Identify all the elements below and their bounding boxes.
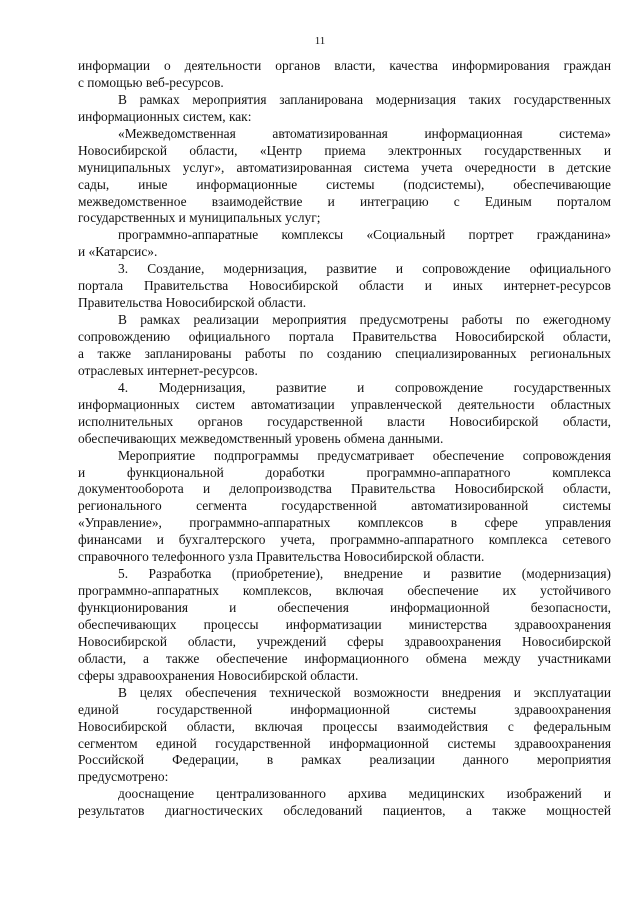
text-line: информационных систем, как: <box>78 108 252 124</box>
text-line: единой государственной информационной системы здравоохранения <box>78 701 611 717</box>
text-line: обеспечивающих межведомственный уровень обмена данными. <box>78 430 444 446</box>
text-line: сады, иные информационные системы (подсистемы), обеспечивающие <box>78 176 611 192</box>
text-line: межведомственное взаимодействие и интеграцию с Единым порталом <box>78 193 611 209</box>
text-line: «Управление», программно-аппаратных комплексов в сфере управления <box>78 515 611 531</box>
text-line: «Межведомственная автоматизированная информационная система» <box>118 125 611 141</box>
text-line: сегментом единой государственной информационной системы здравоохранения <box>78 735 611 751</box>
text-line: обеспечивающих процессы информатизации министерства здравоохранения <box>78 616 611 632</box>
text-line: 4. Модернизация, развитие и сопровождение государственных <box>118 379 611 395</box>
text-line: Правительства Новосибирской области. <box>78 295 307 311</box>
text-line: 5. Разработка (приобретение), внедрение и развитие (модернизация) <box>118 566 611 582</box>
text-line: с помощью веб-ресурсов. <box>78 74 224 90</box>
text-line: Новосибирской области, «Центр приема электронных государственных и <box>78 142 611 158</box>
page-number: 11 <box>314 35 326 47</box>
text-line: государственных и муниципальных услуг; <box>78 210 321 226</box>
text-line: Новосибирской области, учреждений сферы здравоохранения Новосибирской <box>78 633 611 649</box>
text-line: дооснащение централизованного архива медицинских изображений и <box>118 786 611 802</box>
text-line: результатов диагностических обследований пациентов, а также мощностей <box>78 803 611 819</box>
text-line: регионального сегмента государственной автоматизированной системы <box>78 498 611 514</box>
text-line: портала Правительства Новосибирской области и иных интернет-ресурсов <box>78 278 611 294</box>
text-line: информационных систем автоматизации управленческой деятельности областных <box>78 396 611 412</box>
text-line: финансами и бухгалтерского учета, программно-аппаратного комплекса сетевого <box>78 532 611 548</box>
document-body <box>78 58 611 820</box>
text-line: программно-аппаратные комплексы «Социальный портрет гражданина» <box>118 227 611 243</box>
text-line: В рамках мероприятия запланирована модернизация таких государственных <box>118 91 611 107</box>
text-line: Новосибирской области, включая процессы взаимодействия с федеральным <box>78 718 611 734</box>
text-line: информации о деятельности органов власти, качества информирования граждан <box>78 58 611 73</box>
text-line: справочного телефонного узла Правительства Новосибирской области. <box>78 549 485 565</box>
text-line: муниципальных услуг», автоматизированная система учета очередности в детские <box>78 159 611 175</box>
text-line: Мероприятие подпрограммы предусматривает обеспечение сопровождения <box>118 447 611 463</box>
text-line: В целях обеспечения технической возможности внедрения и эксплуатации <box>118 684 611 700</box>
text-line: и функциональной доработки программно-аппаратного комплекса <box>78 464 611 480</box>
text-line: отраслевых интернет-ресурсов. <box>78 362 258 378</box>
text-line: исполнительных органов государственной власти Новосибирской области, <box>78 413 611 429</box>
text-line: области, а также обеспечение информационного обмена между участниками <box>78 650 611 666</box>
text-line: 3. Создание, модернизация, развитие и сопровождение официального <box>118 261 611 277</box>
text-line: а также запланированы работы по созданию специализированных региональных <box>78 345 611 361</box>
text-line: функционирования и обеспечения информационной безопасности, <box>78 600 611 615</box>
text-line: программно-аппаратных комплексов, включая обеспечение их устойчивого <box>78 583 611 599</box>
text-line: В рамках реализации мероприятия предусмотрены работы по ежегодному <box>118 312 611 328</box>
text-line: и «Катарсис». <box>78 244 158 260</box>
text-line: сферы здравоохранения Новосибирской области. <box>78 667 359 683</box>
text-line: сопровождению официального портала Правительства Новосибирской области, <box>78 329 611 344</box>
text-line: документооборота и делопроизводства Правительства Новосибирской области, <box>78 481 611 497</box>
text-line: Российской Федерации, в рамках реализации данного мероприятия <box>78 752 611 768</box>
text-line: предусмотрено: <box>78 769 169 785</box>
